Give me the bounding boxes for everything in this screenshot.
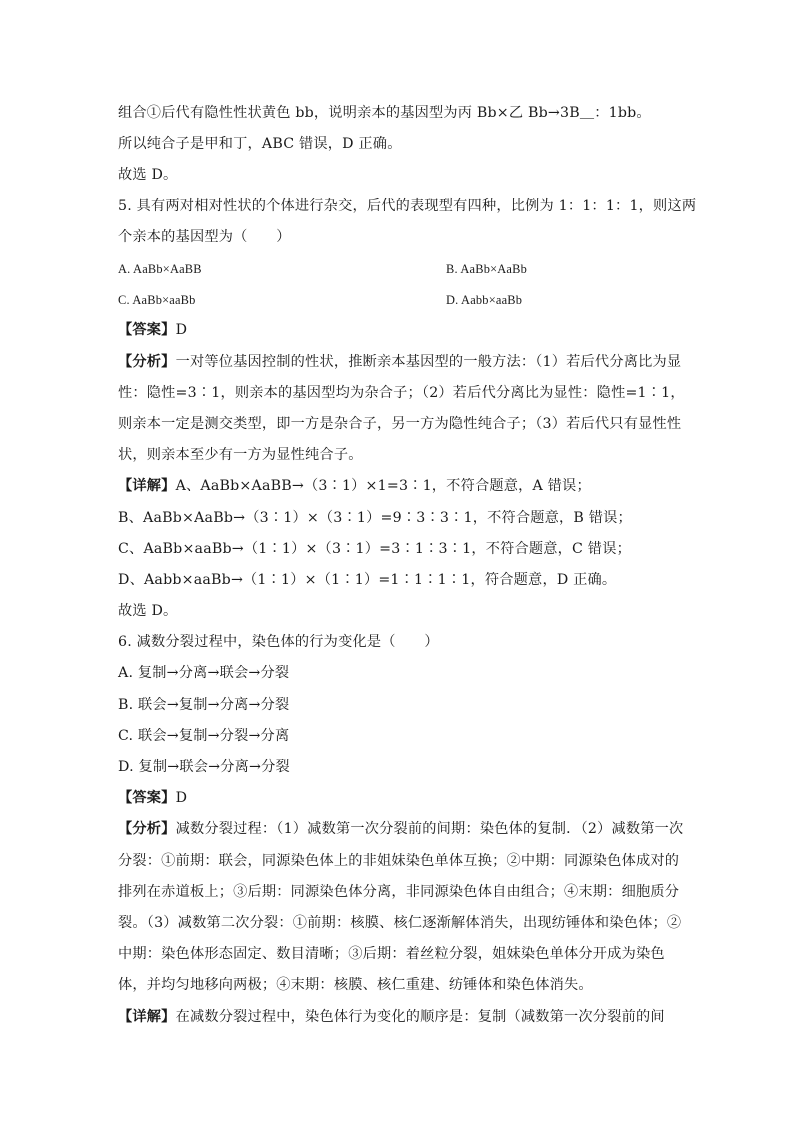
analysis-text: 状，则亲本至少有一方为显性纯合子。	[118, 447, 363, 463]
analysis-text: 排列在赤道板上；③后期：同源染色体分离，非同源染色体自由组合；④末期：细胞质分	[118, 884, 680, 900]
document-page	[118, 0, 697, 1123]
option-a: A. AaBb×AaBB	[118, 262, 202, 276]
analysis-text: 性：隐性=3∶1，则亲本的基因型均为杂合子；（2）若后代分离比为显性：隐性=1∶1，	[118, 385, 685, 401]
detail-line	[118, 476, 591, 496]
text-line: 故选 D。	[118, 167, 178, 183]
detail-line	[118, 1007, 665, 1027]
option-a: A. 复制→分离→联会→分裂	[118, 665, 290, 681]
detail-tag: 【详解】	[118, 1009, 176, 1025]
analysis-text: 一对等位基因控制的性状，推断亲本基因型的一般方法：（1）若后代分离比为显	[175, 354, 682, 370]
analysis-line	[118, 352, 681, 372]
conclusion: 故选 D。	[118, 603, 178, 619]
analysis-tag: 【分析】	[118, 354, 176, 370]
answer-tag: 【答案】	[118, 790, 176, 806]
question-5-stem: 个亲本的基因型为（ ）	[118, 229, 291, 245]
analysis-text: 裂。（3）减数第二次分裂：①前期：核膜、核仁逐渐解体消失，出现纺锤体和染色体；②	[118, 915, 682, 931]
option-b: B. 联会→复制→分离→分裂	[118, 697, 290, 713]
analysis-text: 减数分裂过程：（1）减数第一次分裂前的间期：染色体的复制．（2）减数第一次	[175, 821, 684, 837]
analysis-tag: 【分析】	[118, 821, 176, 837]
analysis-text: 中期：染色体形态固定、数目清晰；③后期：着丝粒分裂，姐妹染色单体分开成为染色	[118, 946, 665, 962]
detail-text: B、AaBb×AaBb→（3∶1）×（3∶1）=9∶3∶3∶1，不符合题意，B 错误；	[118, 510, 632, 526]
answer-line	[118, 320, 187, 340]
answer-value: D	[175, 790, 188, 806]
option-c: C. 联会→复制→分裂→分离	[118, 728, 290, 744]
answer-tag: 【答案】	[118, 322, 176, 338]
analysis-line	[118, 819, 683, 839]
analysis-text: 则亲本一定是测交类型，即一方是杂合子，另一方为隐性纯合子；（3）若后代只有显性性	[118, 416, 682, 432]
text-line: 组合①后代有隐性性状黄色 bb，说明亲本的基因型为丙 Bb×乙 Bb→3B＿：1bb。	[118, 105, 651, 121]
text-line: 所以纯合子是甲和丁，ABC 错误，D 正确。	[118, 136, 402, 152]
answer-line	[118, 788, 187, 808]
question-6-stem: 6. 减数分裂过程中，染色体的行为变化是（ ）	[118, 634, 439, 650]
detail-text: A、AaBb×AaBB→（3∶1）×1=3∶1，不符合题意，A 错误；	[175, 478, 591, 494]
option-c: C. AaBb×aaBb	[118, 293, 196, 307]
detail-text: D、Aabb×aaBb→（1∶1）×（1∶1）=1∶1∶1∶1，符合题意，D 正确。	[118, 572, 617, 588]
analysis-text: 分裂：①前期：联会，同源染色体上的非姐妹染色单体互换；②中期：同源染色体成对的	[118, 853, 680, 869]
detail-text: C、AaBb×aaBb→（1∶1）×（3∶1）=3∶1∶3∶1，不符合题意，C 错误；	[118, 541, 631, 557]
detail-text: 在减数分裂过程中，染色体行为变化的顺序是：复制（减数第一次分裂前的间	[175, 1009, 665, 1025]
option-b: B. AaBb×AaBb	[446, 262, 527, 276]
option-d: D. 复制→联会→分离→分裂	[118, 759, 290, 775]
analysis-text: 体，并均匀地移向两极；④末期：核膜、核仁重建、纺锤体和染色体消失。	[118, 977, 593, 993]
option-d: D. Aabb×aaBb	[446, 293, 523, 307]
question-5-stem: 5. 具有两对相对性状的个体进行杂交，后代的表现型有四种，比例为 1：1：1：1，则这两	[118, 198, 697, 214]
detail-tag: 【详解】	[118, 478, 176, 494]
answer-value: D	[175, 322, 188, 338]
